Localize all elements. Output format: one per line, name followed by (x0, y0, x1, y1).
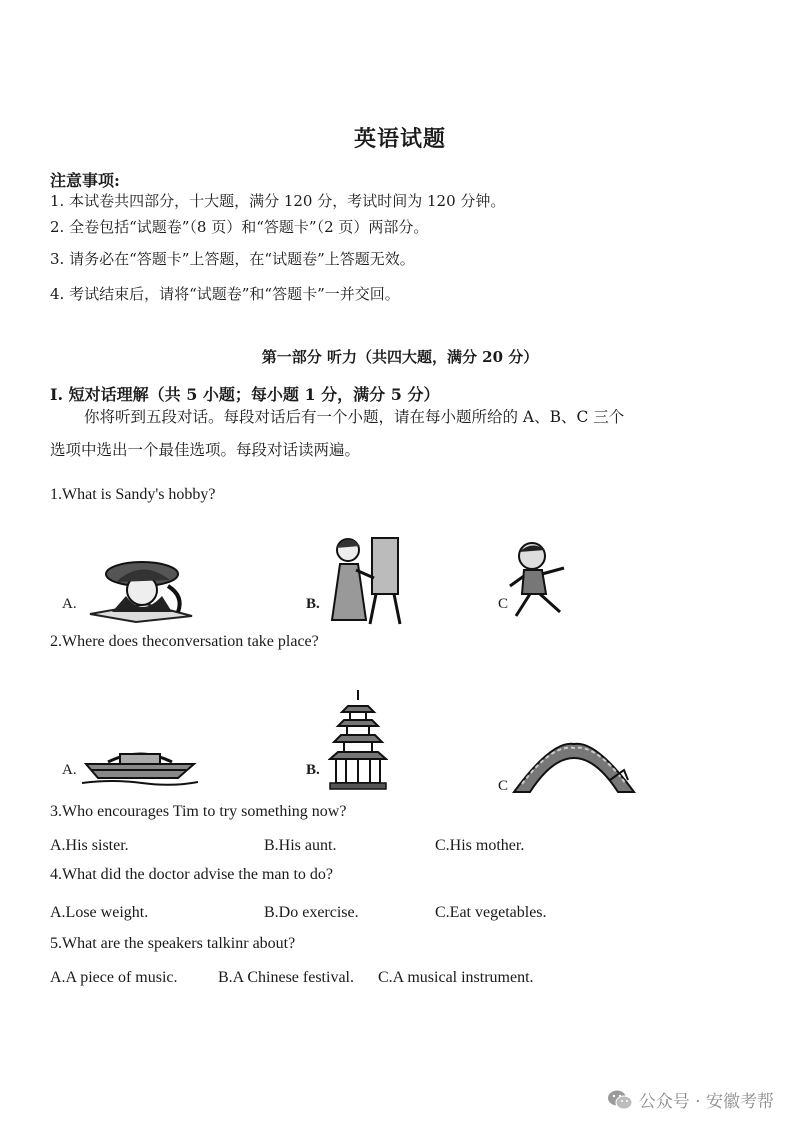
option-c: C.A musical instrument. (378, 969, 534, 986)
instruction-line: 选项中选出一个最佳选项。每段对话读两遍。 (50, 441, 361, 459)
question-stem: 2.Where does theconversation take place? (50, 633, 319, 650)
option-c: C.His mother. (435, 837, 525, 854)
notice-item: 1. 本试卷共四部分，十大题，满分 120 分，考试时间为 120 分钟。 (50, 192, 506, 210)
instruction-line: 你将听到五段对话。每段对话后有一个小题，请在每小题所给的 A、B、C 三个 (84, 408, 625, 426)
watermark-text: 公众号 · 安徽考帮 (638, 1092, 774, 1112)
bridge-picture (512, 740, 636, 794)
picture-label-b: B. (306, 596, 320, 612)
picture-label-c: C (498, 778, 509, 794)
option-a: A.His sister. (50, 837, 129, 854)
option-a: A.A piece of music. (50, 969, 178, 986)
part-title: 第一部分 听力（共四大题，满分 20 分） (261, 348, 539, 366)
notice-item: 3. 请务必在“答题卡”上答题，在“试题卷”上答题无效。 (50, 250, 415, 268)
question-stem: 4.What did the doctor advise the man to do? (50, 866, 334, 883)
wechat-icon (607, 1089, 633, 1111)
question-stem: 5.What are the speakers talkinr about? (50, 935, 296, 952)
notice-heading: 注意事项: (50, 171, 120, 190)
option-b: B.Do exercise. (264, 904, 359, 921)
picture-label-a: A. (62, 596, 77, 612)
exam-title: 英语试题 (353, 126, 446, 152)
picture-label-b: B. (306, 762, 320, 778)
reading-girl-picture (86, 556, 196, 624)
picture-label-c: C (498, 596, 509, 612)
question-stem: 3.Who encourages Tim to try something now? (50, 803, 347, 820)
running-boy-picture (502, 540, 572, 622)
pagoda-picture (328, 690, 388, 790)
option-c: C.Eat vegetables. (435, 904, 547, 921)
question-stem: 1.What is Sandy's hobby? (50, 486, 216, 503)
painting-girl-picture (328, 534, 404, 626)
option-a: A.Lose weight. (50, 904, 149, 921)
notice-item: 4. 考试结束后，请将“试题卷”和“答题卡”一并交回。 (50, 285, 400, 303)
boat-picture (82, 746, 198, 786)
option-b: B.His aunt. (264, 837, 337, 854)
notice-item: 2. 全卷包括“试题卷”（8 页）和“答题卡”（2 页）两部分。 (50, 218, 429, 236)
picture-label-a: A. (62, 762, 77, 778)
option-b: B.A Chinese festival. (218, 969, 354, 986)
watermark (607, 1087, 774, 1112)
section-title: I. 短对话理解（共 5 小题；每小题 1 分，满分 5 分） (50, 385, 440, 404)
